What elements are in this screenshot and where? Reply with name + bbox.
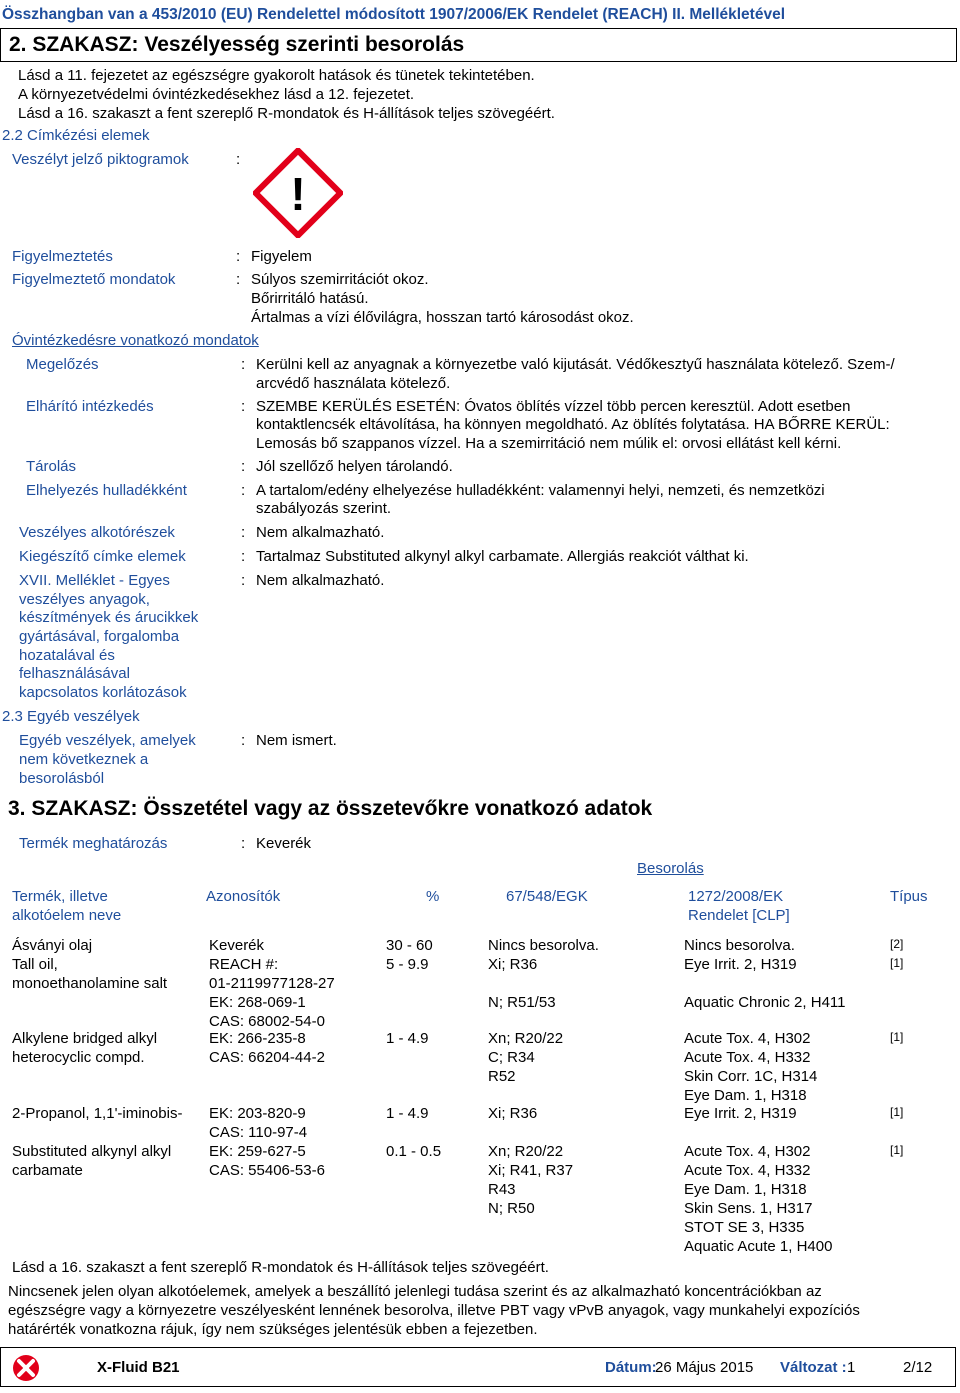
table-cell-eec: Xi; R41, R37 xyxy=(488,1162,574,1179)
col-eec-header: 67/548/EGK xyxy=(506,888,588,905)
label-elements-heading: 2.2 Címkézési elemek xyxy=(2,127,150,144)
disposal-label: Elhelyezés hulladékként xyxy=(26,482,187,499)
other-hazards-label: nem következnek a xyxy=(19,751,149,768)
regulation-header: Összhangban van a 453/2010 (EU) Rendelettel módosított 1907/2006/EK Rendelet (REACH) II. Mellékletével xyxy=(2,6,786,23)
product-definition: Keverék xyxy=(256,835,312,852)
footer-product: X-Fluid B21 xyxy=(97,1359,180,1376)
table-cell-eec: Nincs besorolva. xyxy=(488,937,599,954)
signal-word: Figyelem xyxy=(251,248,312,265)
table-cell-eec: Xi; R36 xyxy=(488,956,538,973)
table-cell-name: heterocyclic compd. xyxy=(12,1049,145,1066)
section-3-title: 3. SZAKASZ: Összetétel vagy az összetevőkre vonatkozó adatok xyxy=(8,797,653,820)
hazard-statement: Súlyos szemirritációt okoz. xyxy=(251,271,429,288)
hazard-statements-label: Figyelmeztető mondatok xyxy=(12,271,176,288)
table-cell-percent: 1 - 4.9 xyxy=(386,1030,429,1047)
footer-version-label: Változat : xyxy=(780,1359,847,1376)
section-3-header xyxy=(0,793,957,827)
table-cell-name: 2-Propanol, 1,1'-iminobis- xyxy=(12,1105,183,1122)
hazard-statement: Bőrirritáló hatású. xyxy=(251,290,369,307)
table-cell-ids: CAS: 66204-44-2 xyxy=(209,1049,325,1066)
colon: : xyxy=(241,458,246,475)
prevention-text: arcvédő használata kötelező. xyxy=(256,375,451,392)
note-line: egészségre vagy a környezetre veszélyesként lennének besorolva, illetve PBT vagy vPvB anyagok, vagy munkahelyi expozíciós xyxy=(8,1302,860,1319)
response-text: Lemosás bő szappanos vízzel. Ha a szemirritáció nem múlik el: orvosi ellátást kell kérni. xyxy=(256,435,842,452)
table-cell-name: Substituted alkynyl alkyl xyxy=(12,1143,172,1160)
table-cell-clp: Skin Sens. 1, H317 xyxy=(684,1200,813,1217)
table-cell-ids: EK: 268-069-1 xyxy=(209,994,306,1011)
table-cell-eec: Xn; R20/22 xyxy=(488,1030,564,1047)
table-cell-eec: C; R34 xyxy=(488,1049,535,1066)
colon: : xyxy=(236,151,241,168)
table-cell-clp: Eye Dam. 1, H318 xyxy=(684,1181,807,1198)
table-cell-name: Tall oil, xyxy=(12,956,58,973)
supplemental-text: Tartalmaz Substituted alkynyl alkyl carbamate. Allergiás reakciót válthat ki. xyxy=(256,548,749,565)
table-cell-ids: Keverék xyxy=(209,937,265,954)
col-type-header: Típus xyxy=(890,888,928,905)
disposal-text: A tartalom/edény elhelyezése hulladékként: valamennyi helyi, nemzeti, és nemzetközi xyxy=(256,482,825,499)
note-line: határérték vonatkozna rájuk, így nem szükséges jelentésük ebben a fejezetben. xyxy=(8,1321,538,1338)
table-cell-name: Ásványi olaj xyxy=(12,937,93,954)
annex17-label: felhasználásával xyxy=(19,665,130,682)
storage-text: Jól szellőző helyen tárolandó. xyxy=(256,458,453,475)
table-cell-name: carbamate xyxy=(12,1162,83,1179)
col-clp-header: 1272/2008/EK xyxy=(688,888,784,905)
col-percent-header: % xyxy=(426,888,440,905)
table-cell-eec: R52 xyxy=(488,1068,516,1085)
annex17-label: készítmények és árucikkek xyxy=(19,609,199,626)
table-cell-clp: Acute Tox. 4, H332 xyxy=(684,1162,811,1179)
colon: : xyxy=(236,271,241,288)
table-cell-name: monoethanolamine salt xyxy=(12,975,168,992)
table-cell-percent: 5 - 9.9 xyxy=(386,956,429,973)
colon: : xyxy=(236,248,241,265)
table-cell-type: [1] xyxy=(890,1143,904,1157)
annex17-label: hozatalával és xyxy=(19,647,115,664)
annex17-label: veszélyes anyagok, xyxy=(19,591,150,608)
table-cell-ids: EK: 259-627-5 xyxy=(209,1143,306,1160)
company-logo-icon xyxy=(11,1353,41,1383)
annex17-label: kapcsolatos korlátozások xyxy=(19,684,187,701)
table-cell-type: [1] xyxy=(890,956,904,970)
footer-version: 1 xyxy=(847,1359,856,1376)
prevention-text: Kerülni kell az anyagnak a környezetbe való kijutását. Védőkesztyű használata kötelező. Szem-/ xyxy=(256,356,895,373)
colon: : xyxy=(241,398,246,415)
table-cell-clp: Eye Dam. 1, H318 xyxy=(684,1087,807,1104)
colon: : xyxy=(241,482,246,499)
footer-page: 2/12 xyxy=(903,1359,933,1376)
table-cell-ids: EK: 266-235-8 xyxy=(209,1030,306,1047)
intro-line: Lásd a 11. fejezetet az egészségre gyakorolt hatások és tünetek tekintetében. xyxy=(18,67,535,84)
colon: : xyxy=(241,548,246,565)
other-hazards-heading: 2.3 Egyéb veszélyek xyxy=(2,708,140,725)
classification-heading: Besorolás xyxy=(637,860,704,877)
table-cell-ids: CAS: 68002-54-0 xyxy=(209,1013,325,1030)
table-cell-eec: R43 xyxy=(488,1181,516,1198)
table-cell-ids: 01-2119977128-27 xyxy=(209,975,335,992)
footer-date-label: Dátum: xyxy=(605,1359,657,1376)
table-cell-clp: Nincs besorolva. xyxy=(684,937,795,954)
table-cell-ids: EK: 203-820-9 xyxy=(209,1105,306,1122)
response-text: SZEMBE KERÜLÉS ESETÉN: Óvatos öblítés vízzel több percen keresztül. Adott esetben xyxy=(256,398,851,415)
col-clp-header: Rendelet [CLP] xyxy=(688,907,790,924)
table-cell-clp: Eye Irrit. 2, H319 xyxy=(684,956,797,973)
table-cell-clp: STOT SE 3, H335 xyxy=(684,1219,805,1236)
other-hazards-label: besorolásból xyxy=(19,770,105,787)
table-cell-type: [1] xyxy=(890,1105,904,1119)
other-hazards-text: Nem ismert. xyxy=(256,732,337,749)
table-cell-clp: Eye Irrit. 2, H319 xyxy=(684,1105,797,1122)
colon: : xyxy=(241,835,246,852)
intro-line: Lásd a 16. szakaszt a fent szereplő R-mondatok és H-állítások teljes szövegéért. xyxy=(18,105,555,122)
table-cell-eec: Xi; R36 xyxy=(488,1105,538,1122)
annex17-label: gyártásával, forgalomba xyxy=(19,628,180,645)
other-hazards-label: Egyéb veszélyek, amelyek xyxy=(19,732,196,749)
colon: : xyxy=(241,732,246,749)
col-name-header: Termék, illetve xyxy=(12,888,108,905)
table-cell-name: Alkylene bridged alkyl xyxy=(12,1030,158,1047)
table-cell-clp: Skin Corr. 1C, H314 xyxy=(684,1068,818,1085)
section-2-title: 2. SZAKASZ: Veszélyesség szerinti besorolás xyxy=(9,33,465,56)
annex17-label: XVII. Melléklet - Egyes xyxy=(19,572,170,589)
colon: : xyxy=(241,356,246,373)
response-text: kontaktlencsék eltávolítása, ha könnyen megoldható. Az öblítés folytatása. HA BŐRRE KERÜL: xyxy=(256,416,890,433)
table-cell-clp: Acute Tox. 4, H302 xyxy=(684,1030,811,1047)
signal-word-label: Figyelmeztetés xyxy=(12,248,113,265)
table-cell-ids: REACH #: xyxy=(209,956,279,973)
hazard-statement: Ártalmas a vízi élővilágra, hosszan tartó károsodást okoz. xyxy=(251,309,634,326)
table-cell-ids: CAS: 55406-53-6 xyxy=(209,1162,325,1179)
table-cell-eec: N; R50 xyxy=(488,1200,535,1217)
exclamation-pictogram-icon xyxy=(253,148,343,238)
table-cell-percent: 30 - 60 xyxy=(386,937,433,954)
colon: : xyxy=(241,572,246,589)
product-definition-label: Termék meghatározás xyxy=(19,835,168,852)
table-cell-ids: CAS: 110-97-4 xyxy=(209,1124,308,1141)
see-section-16: Lásd a 16. szakaszt a fent szereplő R-mondatok és H-állítások teljes szövegéért. xyxy=(12,1259,549,1276)
table-cell-clp: Aquatic Chronic 2, H411 xyxy=(684,994,846,1011)
prevention-label: Megelőzés xyxy=(26,356,99,373)
table-cell-clp: Aquatic Acute 1, H400 xyxy=(684,1238,833,1255)
table-cell-percent: 1 - 4.9 xyxy=(386,1105,429,1122)
hazardous-ingredients-text: Nem alkalmazható. xyxy=(256,524,385,541)
col-identifiers-header: Azonosítók xyxy=(206,888,281,905)
colon: : xyxy=(241,524,246,541)
section-2-header xyxy=(0,28,957,62)
disposal-text: szabályozás szerint. xyxy=(256,500,392,517)
pictogram-symbol: ! xyxy=(290,168,306,220)
pictograms-label: Veszélyt jelző piktogramok xyxy=(12,151,189,168)
table-cell-eec: Xn; R20/22 xyxy=(488,1143,564,1160)
supplemental-label: Kiegészítő címke elemek xyxy=(19,548,186,565)
storage-label: Tárolás xyxy=(26,458,77,475)
table-cell-type: [1] xyxy=(890,1030,904,1044)
page-footer xyxy=(0,1347,956,1387)
hazardous-ingredients-label: Veszélyes alkotórészek xyxy=(19,524,175,541)
annex17-text: Nem alkalmazható. xyxy=(256,572,385,589)
table-cell-eec: N; R51/53 xyxy=(488,994,556,1011)
col-name-header: alkotóelem neve xyxy=(12,907,122,924)
table-cell-percent: 0.1 - 0.5 xyxy=(386,1143,442,1160)
table-cell-clp: Acute Tox. 4, H332 xyxy=(684,1049,811,1066)
intro-line: A környezetvédelmi óvintézkedésekhez lásd a 12. fejezetet. xyxy=(18,86,415,103)
precautionary-heading: Óvintézkedésre vonatkozó mondatok xyxy=(12,332,259,349)
response-label: Elhárító intézkedés xyxy=(26,398,154,415)
note-line: Nincsenek jelen olyan alkotóelemek, amelyek a beszállító jelenlegi tudása szerint és az alkalmazható koncentrációkban az xyxy=(8,1283,822,1300)
table-cell-clp: Acute Tox. 4, H302 xyxy=(684,1143,811,1160)
footer-date: 26 Május 2015 xyxy=(655,1359,754,1376)
table-cell-type: [2] xyxy=(890,937,904,951)
